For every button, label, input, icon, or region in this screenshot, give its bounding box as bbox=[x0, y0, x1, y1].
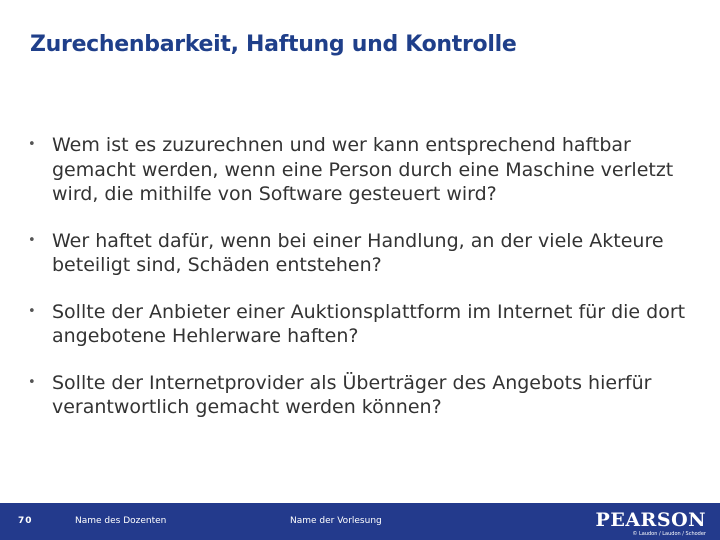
bullet-marker: • bbox=[28, 303, 36, 319]
slide-title: Zurechenbarkeit, Haftung und Kontrolle bbox=[30, 32, 517, 57]
bullet-marker: • bbox=[28, 374, 36, 390]
bullet-marker: • bbox=[28, 137, 36, 152]
pearson-wordmark: PEARSON bbox=[595, 509, 706, 531]
bullet-text: Wer haftet dafür, wenn bei einer Handlung, an der viele Akteure beteiligt sind, Schäden entstehen? bbox=[52, 229, 664, 276]
bullet-text: Sollte der Anbieter einer Auktionsplattform im Internet für die dort angebotene Hehlerware haften? bbox=[52, 300, 686, 347]
bullet-item bbox=[26, 133, 686, 207]
bullet-list bbox=[26, 133, 686, 442]
bullet-text: Wem ist es zuzurechnen und wer kann entsprechend haftbar gemacht werden, wenn eine Person durch eine Maschine verletzt wird, die mithilfe von Software gesteuert wird? bbox=[52, 134, 674, 205]
bullet-item bbox=[26, 229, 686, 278]
bullet-text: Sollte der Internetprovider als Überträger des Angebots hierfür verantwortlich gemacht werden können? bbox=[52, 371, 652, 418]
copyright-credit: © Laudon / Laudon / Schoder bbox=[632, 531, 706, 537]
bullet-item bbox=[26, 371, 686, 420]
footer-bar bbox=[0, 503, 720, 540]
pearson-logo bbox=[595, 509, 712, 539]
bullet-marker: • bbox=[28, 232, 36, 248]
page-number: 70 bbox=[18, 516, 33, 526]
lecturer-name-placeholder: Name des Dozenten bbox=[75, 516, 167, 526]
bullet-item bbox=[26, 300, 686, 349]
lecture-name-placeholder: Name der Vorlesung bbox=[290, 516, 382, 526]
